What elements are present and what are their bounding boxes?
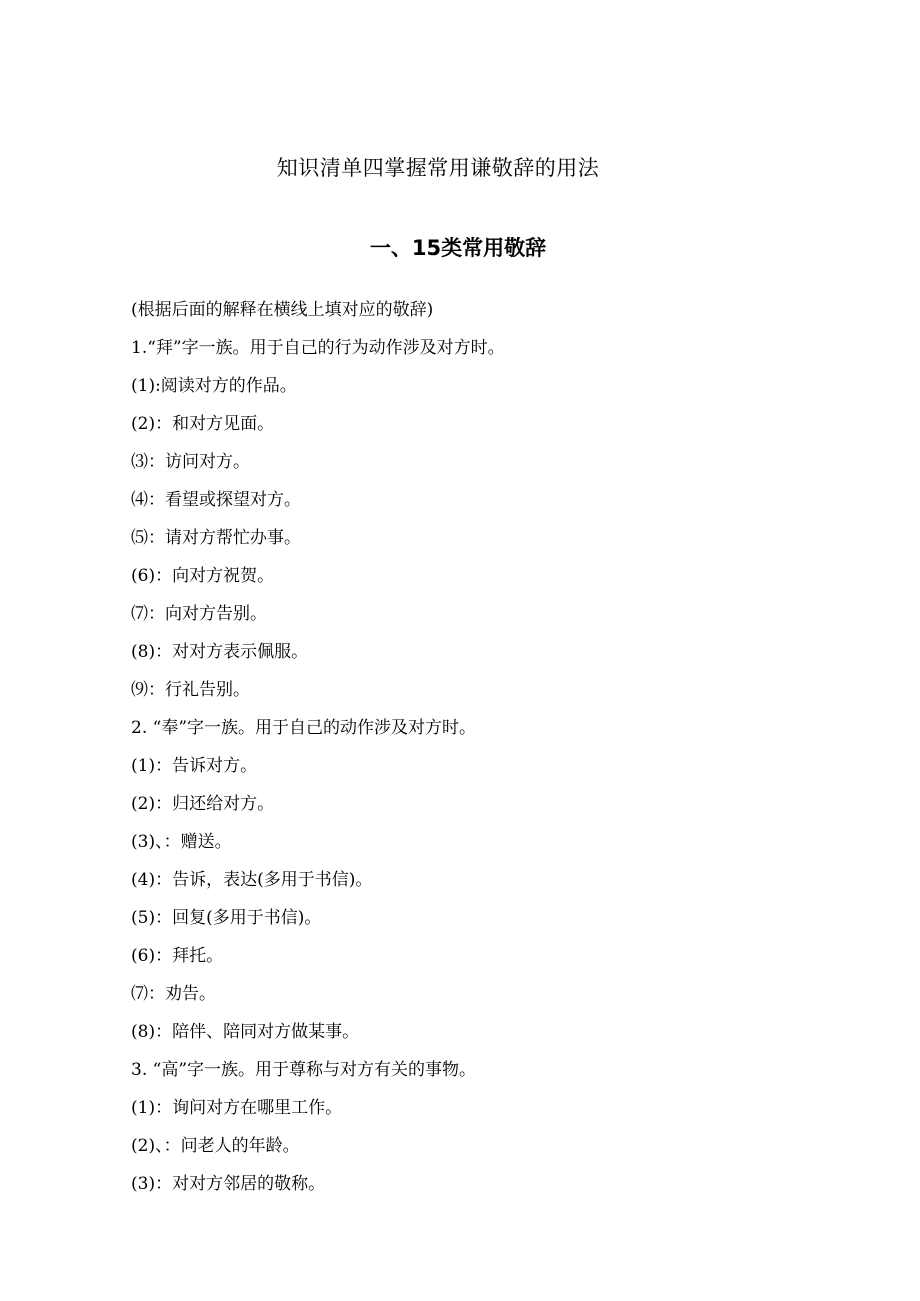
- exercise-line: ⑺：向对方告别。: [131, 604, 267, 624]
- exercise-line: ⑺：劝告。: [131, 984, 216, 1004]
- exercise-line: 1.“拜”字一族。用于自己的行为动作涉及对方时。: [131, 338, 505, 358]
- exercise-list: [131, 291, 891, 1203]
- exercise-line: ⑸：请对方帮忙办事。: [131, 528, 301, 548]
- exercise-line: (3)、：赠送。: [131, 832, 232, 852]
- exercise-line: (1)：告诉对方。: [131, 756, 258, 776]
- exercise-line: (根据后面的解释在横线上填对应的敬辞): [131, 300, 434, 320]
- exercise-line: 2. “奉”字一族。用于自己的动作涉及对方时。: [131, 718, 477, 738]
- exercise-line: (8)：陪伴、陪同对方做某事。: [131, 1022, 360, 1042]
- section-heading: 一、15类常用敬辞: [369, 236, 547, 260]
- exercise-line: (5)：回复(多用于书信)。: [131, 908, 322, 928]
- exercise-line: (8)：对对方表示佩服。: [131, 642, 309, 662]
- exercise-line: (4)：告诉，表达(多用于书信)。: [131, 870, 373, 890]
- document-title: 知识清单四掌握常用谦敬辞的用法: [276, 156, 600, 180]
- exercise-line: ⑶：访问对方。: [131, 452, 250, 472]
- exercise-line: (6)：向对方祝贺。: [131, 566, 275, 586]
- exercise-line: 3. “高”字一族。用于尊称与对方有关的事物。: [131, 1060, 477, 1080]
- exercise-line: (6)：拜托。: [131, 946, 224, 966]
- exercise-line: ⑼：行礼告别。: [131, 680, 250, 700]
- exercise-line: (1):阅读对方的作品。: [131, 376, 297, 396]
- exercise-line: (2)：归还给对方。: [131, 794, 275, 814]
- exercise-line: (1)：询问对方在哪里工作。: [131, 1098, 343, 1118]
- exercise-line: (2)、：问老人的年龄。: [131, 1136, 300, 1156]
- exercise-line: ⑷：看望或探望对方。: [131, 490, 301, 510]
- exercise-line: (2)：和对方见面。: [131, 414, 275, 434]
- exercise-line: (3)：对对方邻居的敬称。: [131, 1174, 326, 1194]
